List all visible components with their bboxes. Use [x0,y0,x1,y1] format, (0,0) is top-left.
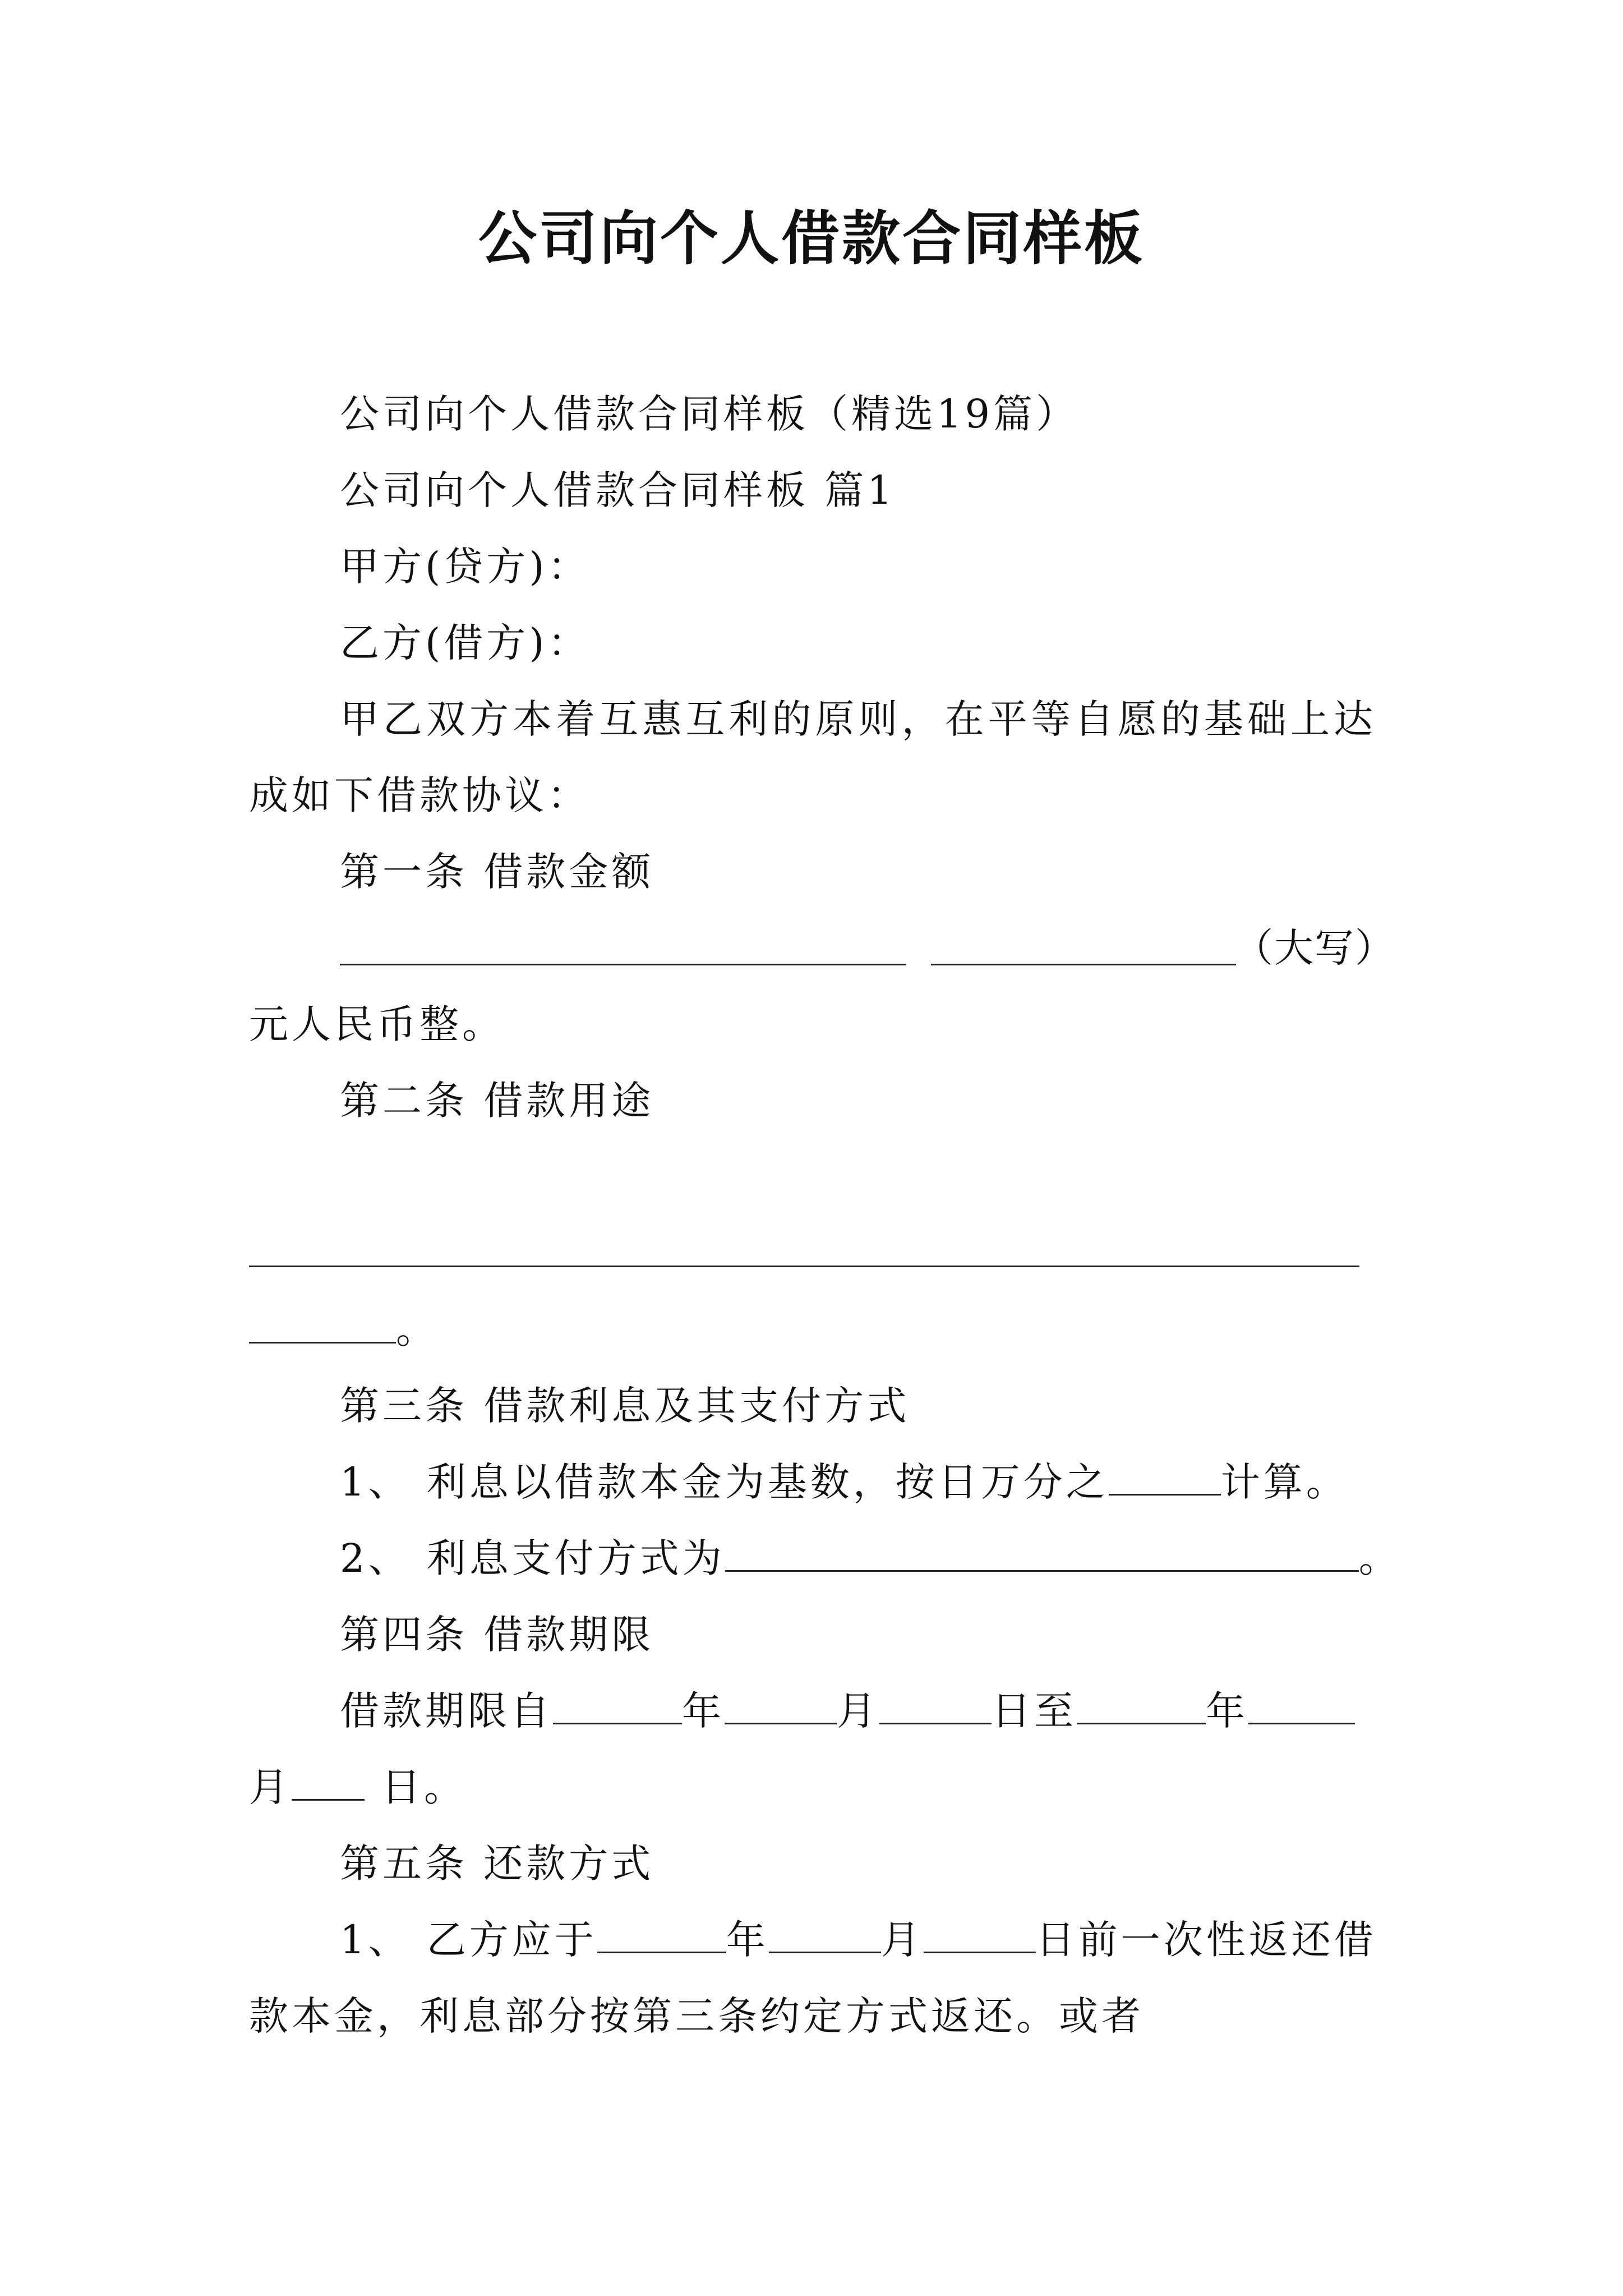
item-1-suffix: 计算。 [1220,1459,1349,1505]
intro-line-1: 甲乙双方本着互惠互利的原则，在平等自愿的基础上达 [340,696,1376,742]
amount-capital-blank [931,964,1236,965]
part-heading: 公司向个人借款合同样板 篇1 [340,467,896,513]
loan-term-line [249,1683,1376,1739]
repay-month-blank [769,1917,881,1953]
item-2-text: 2、 利息支付方式为 [340,1535,725,1581]
party-a-line: 甲方(贷方)： [340,544,591,590]
article-1-heading: 第一条 借款金额 [340,849,654,895]
article-5-item-1 [249,1912,1376,1968]
term-from: 借款期限自 [340,1688,553,1734]
purpose-blank-long [249,1266,1359,1267]
repay-month: 月 [880,1917,924,1963]
article-4-heading: 第四条 借款期限 [340,1612,654,1658]
article-5-heading: 第五条 还款方式 [340,1841,654,1887]
item-2-suffix: 。 [1358,1535,1401,1581]
intro-line-2: 成如下借款协议： [249,772,590,818]
end-year-blank [1077,1688,1206,1724]
item-1-text: 1、 利息以借款本金为基数，按日万分之 [340,1459,1109,1505]
repay-year: 年 [726,1917,769,1963]
purpose-blank-short [249,1342,396,1343]
term-day-2: 日。 [381,1764,467,1810]
repay-year-blank [597,1917,726,1953]
repay-day-blank [924,1917,1036,1953]
term-year-2: 年 [1206,1688,1248,1734]
repay-text: 1、 乙方应于 [340,1917,597,1963]
end-month-blank [1248,1688,1355,1724]
term-day-to: 日至 [992,1688,1077,1734]
article-2-heading: 第二条 借款用途 [340,1078,654,1124]
capital-label: （大写） [1234,925,1395,971]
start-year-blank [553,1688,682,1724]
document-title: 公司向个人借款合同样板 [478,204,1145,273]
end-day-blank [292,1764,365,1801]
article-3-item-2 [249,1530,1401,1586]
article-3-heading: 第三条 借款利息及其支付方式 [340,1383,910,1429]
repay-suffix: 日前一次性返还借 [1035,1917,1377,1963]
loan-term-line-2 [249,1759,1376,1815]
start-day-blank [879,1688,992,1724]
amount-numeric-blank [340,964,906,965]
term-year: 年 [682,1688,725,1734]
article-3-item-1 [249,1454,1376,1510]
article-1-tail: 元人民币整。 [249,1001,505,1047]
purpose-end: 。 [396,1306,439,1352]
start-month-blank [725,1688,837,1724]
rate-blank [1109,1459,1221,1496]
term-month-2: 月 [249,1764,292,1810]
subtitle-line: 公司向个人借款合同样板（精选19篇） [340,391,1079,437]
term-month: 月 [837,1688,879,1734]
article-5-line-2: 款本金，利息部分按第三条约定方式返还。或者 [249,1993,1144,2039]
payment-method-blank [725,1535,1359,1572]
party-b-line: 乙方(借方)： [340,620,591,666]
